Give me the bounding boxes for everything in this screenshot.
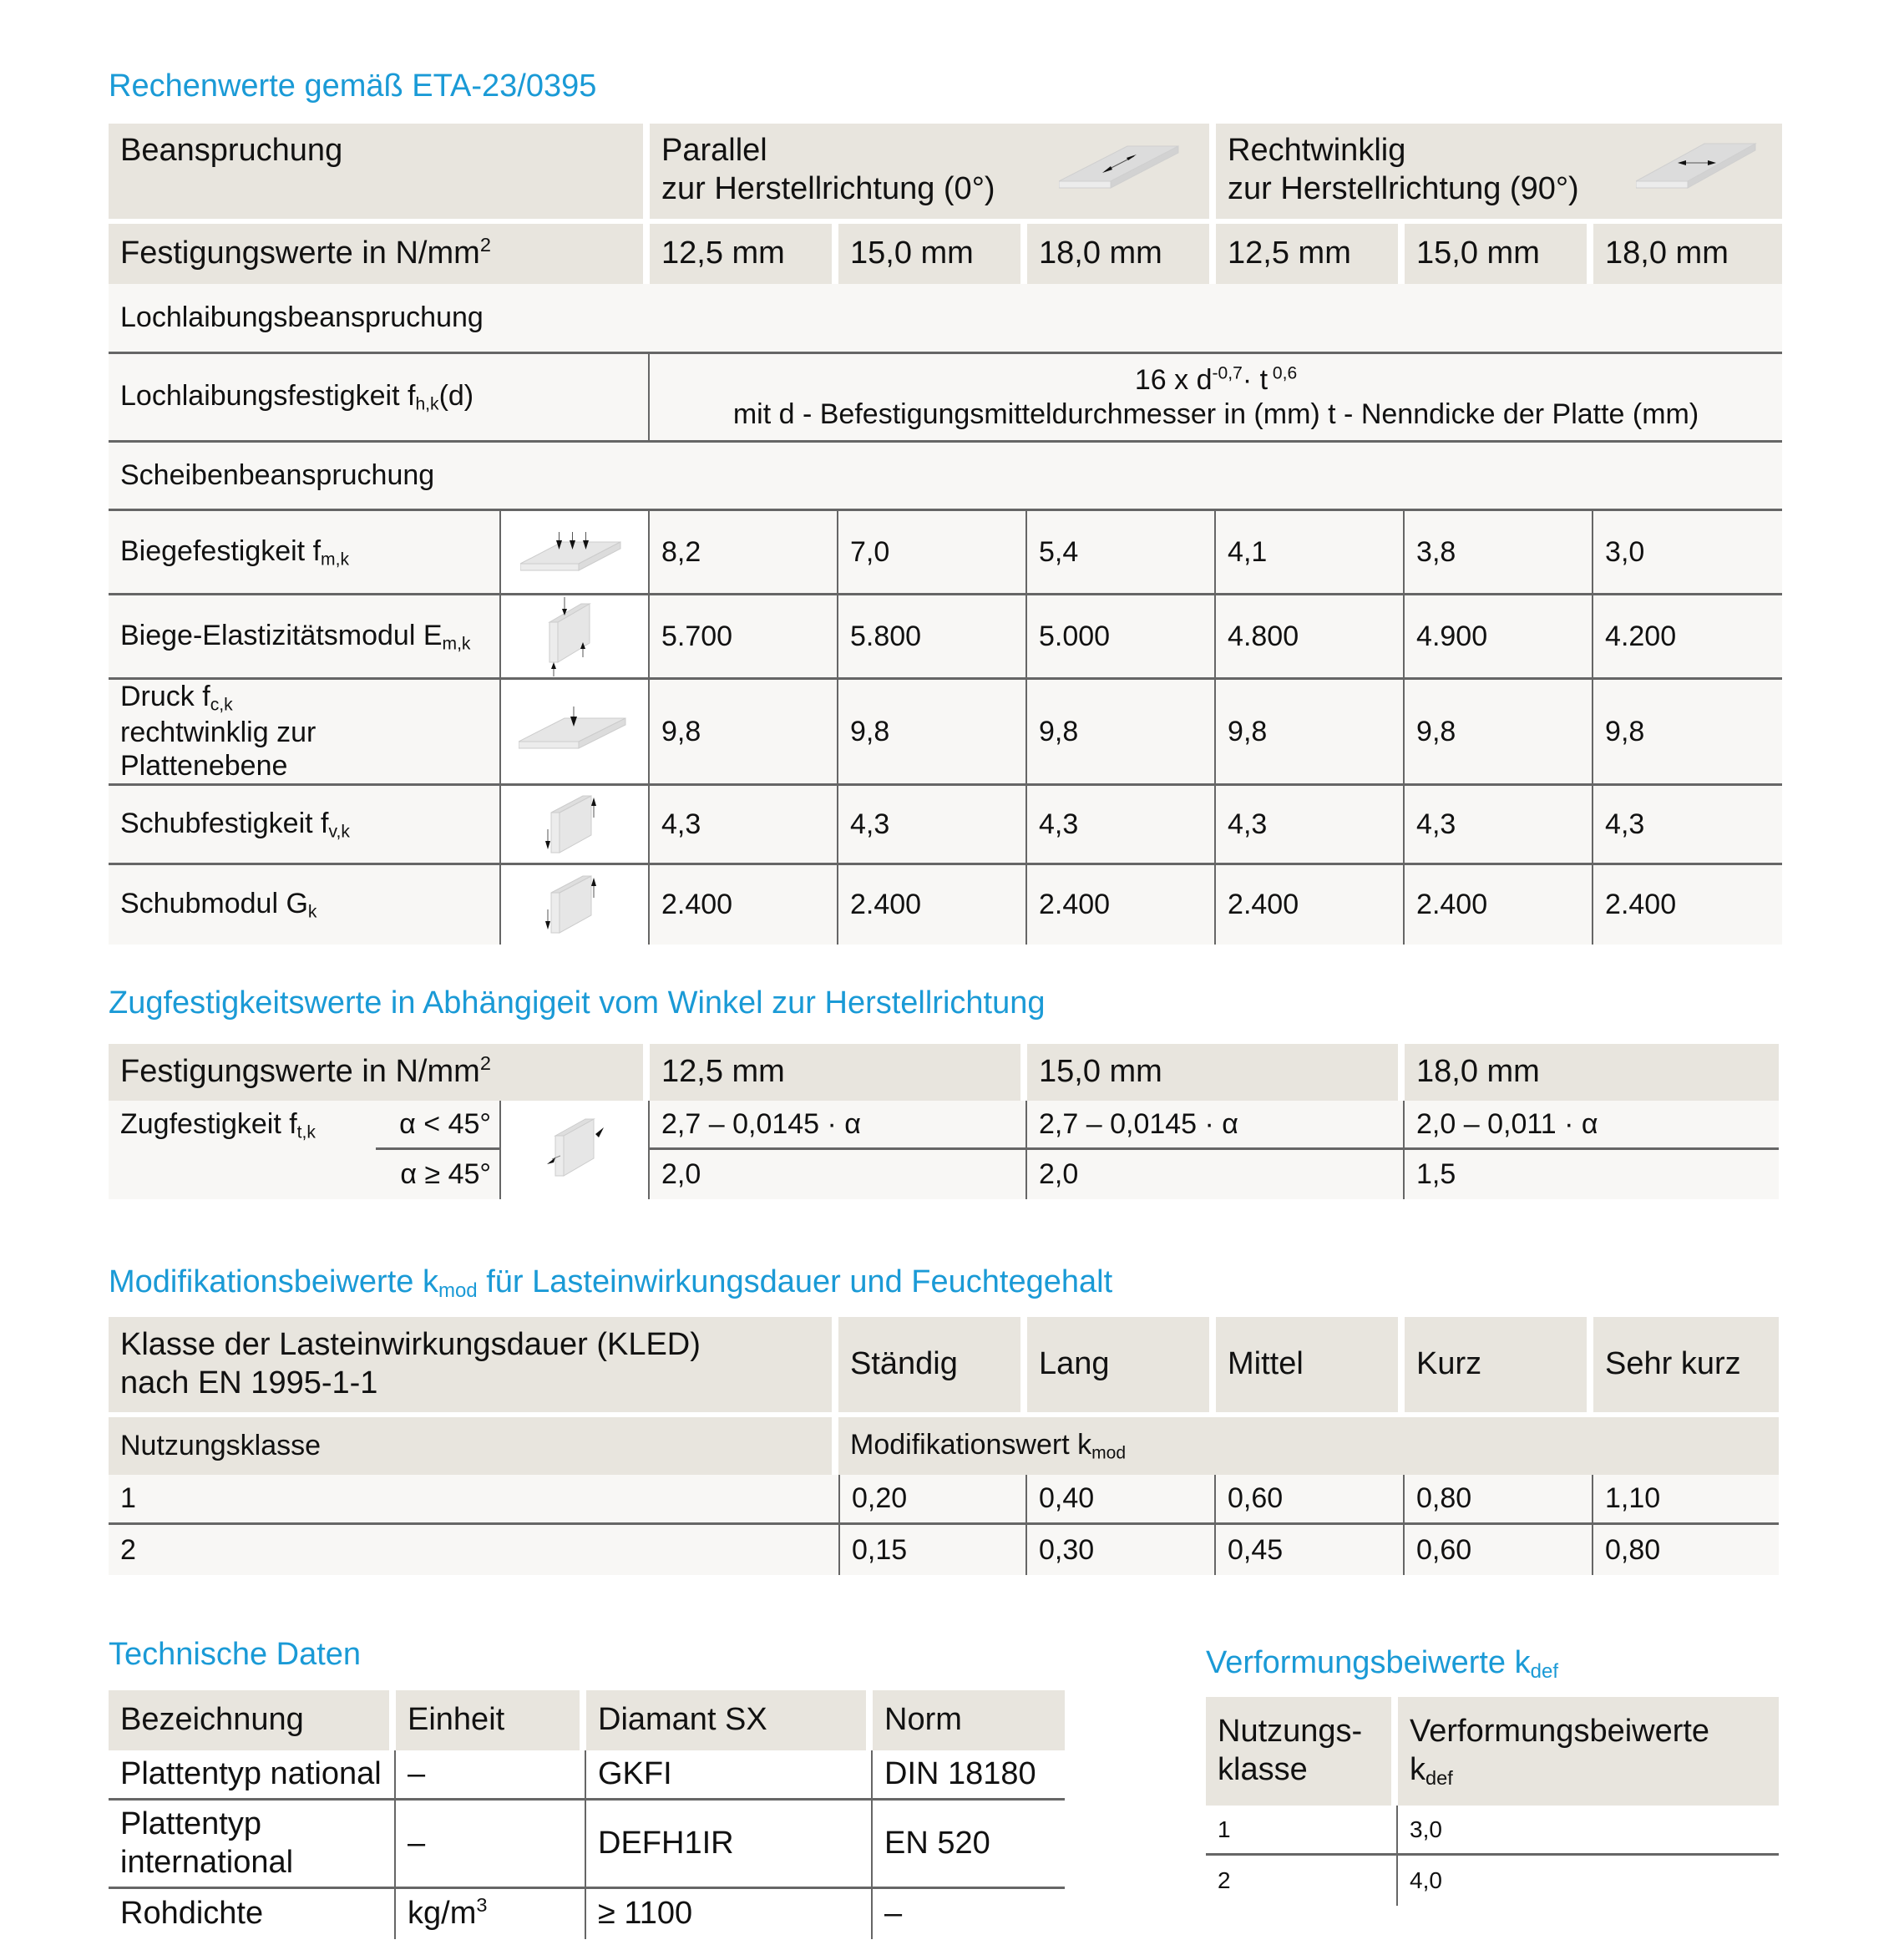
norm-cell: EN 520 [873, 1801, 1065, 1889]
value-cell: 0,45 [1216, 1525, 1405, 1575]
formula: 16 x $d^{-0,7}\cdot t$ $^{0,6}$ [1134, 363, 1298, 396]
column-header: Norm [873, 1690, 1065, 1750]
value-cell: 4,1 [1216, 511, 1405, 595]
icon-cell [501, 680, 650, 786]
value-cell: 2.400 [650, 865, 838, 945]
table-row [109, 680, 1782, 786]
table-row [109, 1750, 1065, 1801]
kdef-value-cell: 4,0 [1398, 1856, 1779, 1906]
icon-cell [501, 511, 650, 595]
row-label: Schubmodul $G_k$ [109, 865, 501, 945]
thickness-header: 15,0 mm [838, 224, 1027, 284]
value-cell: 3,8 [1405, 511, 1593, 595]
einheit-cell: $kg/m^3$ [396, 1889, 586, 1939]
bezeichnung-cell: Rohdichte [109, 1889, 396, 1939]
kdef-value-cell: 3,0 [1398, 1806, 1779, 1856]
norm-cell: – [873, 1889, 1065, 1939]
kled-class-header: Sehr kurz [1593, 1317, 1779, 1417]
plate-upright-shear-arrows-icon [541, 789, 608, 860]
value-cell: 0,60 [1216, 1475, 1405, 1525]
value-cell: 9,8 [838, 680, 1027, 786]
value-cell: 9,8 [1027, 680, 1216, 786]
group-lochlaibung: Lochlaibungsbeanspruchung [109, 284, 1782, 354]
icon-cell [501, 865, 650, 945]
value-cell: 5.800 [838, 595, 1027, 680]
kled-class-header: Ständig [838, 1317, 1027, 1417]
table-row [109, 865, 1782, 945]
value-cell: 7,0 [838, 511, 1027, 595]
value-cell: 4.800 [1216, 595, 1405, 680]
klasse-cell: 2 [109, 1525, 838, 1575]
value-cell: 4,3 [838, 786, 1027, 865]
kled-class-header: Lang [1027, 1317, 1216, 1417]
table-row [109, 595, 1782, 680]
table-row [109, 511, 1782, 595]
lochlaibung-formula [650, 354, 1782, 443]
plate-upright-shear-arrows-icon [541, 869, 608, 940]
parallel-line2: zur Herstellrichtung (0°) [661, 170, 995, 206]
value-cell: 5.000 [1027, 595, 1216, 680]
value-cell: 9,8 [650, 680, 838, 786]
kled-class-header: Kurz [1405, 1317, 1593, 1417]
wert-cell: ≥ 1100 [586, 1889, 873, 1939]
table-row [109, 1525, 1779, 1575]
value-cell: 0,80 [1593, 1525, 1779, 1575]
plate-upright-bending-arrows-icon [541, 597, 608, 676]
thickness-header: 18,0 mm [1593, 224, 1782, 284]
section-title-modifikationsbeiwerte: Modifikationsbeiwerte $k_{mod}$ für Lasteinwirkungsdauer und Feuchtegehalt [109, 1264, 1113, 1302]
table-row [1206, 1806, 1779, 1856]
value-cell: 4.200 [1593, 595, 1782, 680]
value-cell: 4,3 [650, 786, 838, 865]
section-title-technische-daten: Technische Daten [109, 1637, 362, 1672]
icon-cell [501, 1101, 650, 1199]
value-cell: 9,8 [1405, 680, 1593, 786]
thickness-header: 15,0 mm [1405, 224, 1593, 284]
table-row [109, 1889, 1065, 1939]
table-row [109, 1101, 1779, 1150]
value-cell: 4,3 [1593, 786, 1782, 865]
norm-cell: DIN 18180 [873, 1750, 1065, 1801]
section-title-verformungsbeiwerte: Verformungsbeiwerte $k_{def}$ [1206, 1645, 1559, 1683]
header-parallel [650, 124, 1216, 224]
value-cell: 2,0 [650, 1150, 1027, 1199]
einheit-cell: – [396, 1801, 586, 1889]
value-cell: 2,7 – 0,0145 · α [650, 1101, 1027, 1150]
kdef-header-nutzungsklasse: Nutzungs- klasse [1206, 1697, 1398, 1806]
value-cell: 0,20 [838, 1475, 1027, 1525]
value-cell: 1,5 [1405, 1150, 1779, 1199]
plate-perpendicular-arrow-icon [1636, 142, 1761, 192]
table-row [109, 786, 1782, 865]
column-header: Bezeichnung [109, 1690, 396, 1750]
section-title-rechenwerte: Rechenwerte gemäß ETA-23/0395 [109, 68, 597, 104]
group-scheiben: Scheibenbeanspruchung [109, 443, 1782, 511]
klasse-cell: 1 [109, 1475, 838, 1525]
condition-cell: α < 45° [376, 1101, 501, 1150]
formula-note: mit d - Befestigungsmitteldurchmesser in (mm) t - Nenndicke der Platte (mm) [732, 398, 1699, 430]
column-header: Diamant SX [586, 1690, 873, 1750]
kled-header: Klasse der Lasteinwirkungsdauer (KLED) nach EN 1995-1-1 [109, 1317, 838, 1417]
value-cell: 4,3 [1216, 786, 1405, 865]
value-cell: 9,8 [1216, 680, 1405, 786]
thickness-header: 18,0 mm [1027, 224, 1216, 284]
value-cell: 3,0 [1593, 511, 1782, 595]
rechenwerte-table [109, 124, 1782, 945]
value-cell: 0,15 [838, 1525, 1027, 1575]
row-label: Biege-Elastizitätsmodul $E_{m,k}$ [109, 595, 501, 680]
value-cell: 9,8 [1593, 680, 1782, 786]
plate-upright-tension-arrows-icon [537, 1112, 612, 1188]
kdef-header-verformungsbeiwerte: Verformungsbeiwerte $k_{def}$ [1398, 1697, 1779, 1806]
value-cell: 2,7 – 0,0145 · α [1027, 1101, 1405, 1150]
kmod-table [109, 1317, 1779, 1575]
value-cell: 2.400 [1027, 865, 1216, 945]
table-row [109, 1801, 1065, 1889]
value-cell: 2.400 [1405, 865, 1593, 945]
einheit-cell: – [396, 1750, 586, 1801]
bezeichnung-cell: Plattentyp international [109, 1801, 396, 1889]
thickness-header: 12,5 mm [1216, 224, 1405, 284]
icon-cell [501, 786, 650, 865]
rechtwinklig-line1: Rechtwinklig [1228, 133, 1406, 168]
thickness-header: 12,5 mm [650, 1044, 1027, 1101]
value-cell: 2.400 [1593, 865, 1782, 945]
condition-cell: α ≥ 45° [376, 1150, 501, 1199]
column-header: Einheit [396, 1690, 586, 1750]
kdef-table [1206, 1697, 1779, 1906]
value-cell: 1,10 [1593, 1475, 1779, 1525]
value-cell: 8,2 [650, 511, 838, 595]
zug-row-label: Zugfestigkeit $f_{t,k}$ [109, 1101, 376, 1199]
zugfestigkeit-table [109, 1044, 1779, 1199]
wert-cell: DEFH1IR [586, 1801, 873, 1889]
header-rechtwinklig [1216, 124, 1782, 224]
thickness-header: 12,5 mm [650, 224, 838, 284]
row-label-lochlaibungsfestigkeit: Lochlaibungsfestigkeit $f_{h,k}(d)$ [109, 354, 650, 443]
table-row [1206, 1856, 1779, 1906]
row-label: Druck $f_{c,k}$ rechtwinklig zur Plattenebene [109, 680, 501, 786]
value-cell: 0,30 [1027, 1525, 1216, 1575]
icon-cell [501, 595, 650, 680]
thickness-header: 18,0 mm [1405, 1044, 1779, 1101]
plate-flat-three-arrows-down-icon [520, 527, 629, 577]
value-cell: 4,3 [1405, 786, 1593, 865]
value-cell: 0,80 [1405, 1475, 1593, 1525]
value-cell: 0,40 [1027, 1475, 1216, 1525]
plate-flat-single-arrow-down-icon [519, 707, 631, 757]
klasse-cell: 1 [1206, 1806, 1398, 1856]
value-cell: 2,0 [1027, 1150, 1405, 1199]
value-cell: 0,60 [1405, 1525, 1593, 1575]
klasse-cell: 2 [1206, 1856, 1398, 1906]
kled-class-header: Mittel [1216, 1317, 1405, 1417]
modwert-header: Modifikationswert $k_{mod}$ [838, 1417, 1779, 1475]
nutzungsklasse-header: Nutzungsklasse [109, 1417, 838, 1475]
row-label: Schubfestigkeit $f_{v,k}$ [109, 786, 501, 865]
rechtwinklig-line2: zur Herstellrichtung (90°) [1228, 170, 1579, 206]
section-title-zugfestigkeit: Zugfestigkeitswerte in Abhängigeit vom Winkel zur Herstellrichtung [109, 985, 1046, 1021]
table-row [109, 1475, 1779, 1525]
subheader-festigungswerte: Festigungswerte in $N/mm^2$ [109, 224, 650, 284]
parallel-line1: Parallel [661, 133, 767, 168]
header-beanspruchung: Beanspruchung [109, 124, 650, 224]
value-cell: 2.400 [1216, 865, 1405, 945]
value-cell: 2.400 [838, 865, 1027, 945]
technische-daten-table [109, 1690, 1065, 1939]
value-cell: 4,3 [1027, 786, 1216, 865]
thickness-header: 15,0 mm [1027, 1044, 1405, 1101]
value-cell: 2,0 – 0,011 · α [1405, 1101, 1779, 1150]
value-cell: 5,4 [1027, 511, 1216, 595]
zug-header-label: Festigungswerte in $N/mm^2$ [109, 1044, 650, 1101]
value-cell: 4.900 [1405, 595, 1593, 680]
value-cell: 5.700 [650, 595, 838, 680]
wert-cell: GKFI [586, 1750, 873, 1801]
plate-parallel-arrow-icon [1059, 142, 1184, 192]
row-label: Biegefestigkeit $f_{m,k}$ [109, 511, 501, 595]
bezeichnung-cell: Plattentyp national [109, 1750, 396, 1801]
